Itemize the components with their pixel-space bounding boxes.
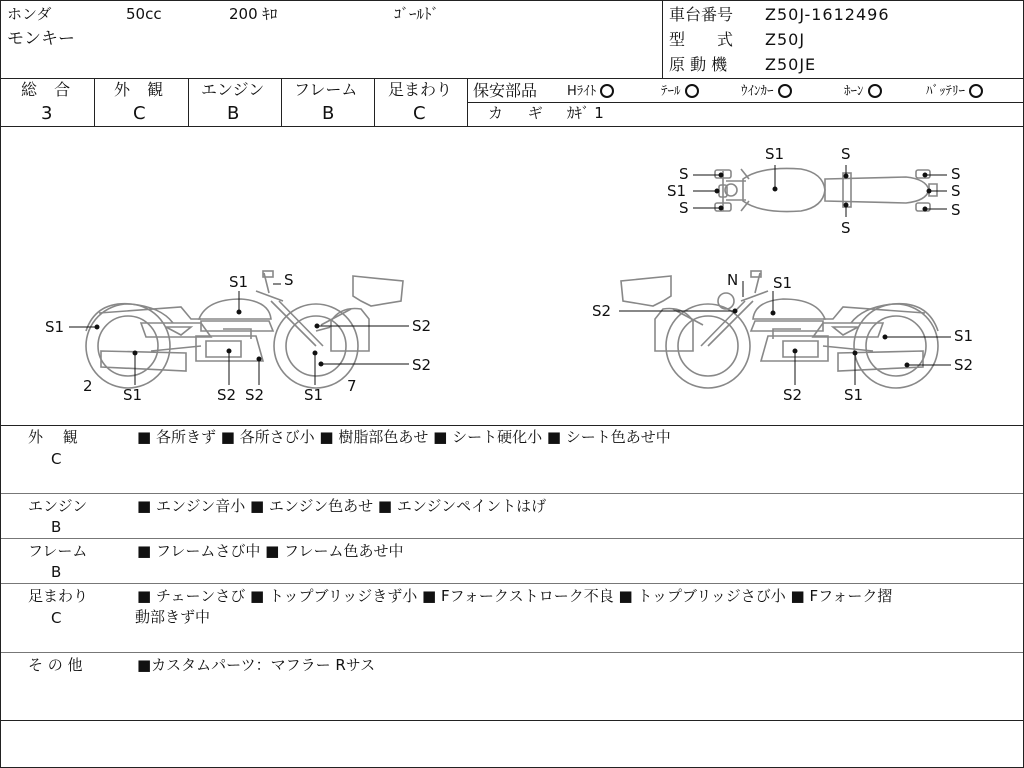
- note-suspension-grade: C: [51, 609, 62, 627]
- grade-total-label: 総 合: [21, 80, 77, 99]
- left-s2-fork: S2: [412, 356, 432, 374]
- grade-suspension-value: C: [413, 103, 426, 124]
- right-s1-rear: S1: [954, 327, 974, 345]
- safety-headlight: Hﾗｲﾄ: [567, 84, 614, 98]
- left-s1-front: S1: [45, 318, 65, 336]
- note-engine-text: ■ エンジン音小 ■ エンジン色あせ ■ エンジンペイントはげ: [137, 497, 547, 515]
- frame-no-label: 車台番号: [669, 5, 734, 24]
- safety-title: 保安部品: [473, 81, 538, 100]
- note-frame-grade: B: [51, 563, 62, 581]
- safety-horn: ﾎｰﾝ: [844, 84, 882, 98]
- left-n7: 7: [347, 377, 357, 395]
- displacement: 50cc: [126, 5, 162, 23]
- grade-engine-value: B: [227, 103, 240, 124]
- note-engine-label: エンジン: [28, 497, 88, 515]
- note-exterior-label: 外 観: [28, 428, 78, 446]
- grade-frame-value: B: [322, 103, 335, 124]
- top-s-r3: S: [951, 201, 961, 219]
- key-label: カ ギ: [488, 104, 553, 122]
- note-other-text: ■カスタムパーツ：マフラー Rサス: [137, 656, 376, 674]
- note-suspension-label: 足まわり: [28, 587, 89, 605]
- top-s-left-3: S: [679, 199, 689, 217]
- grade-suspension-label: 足まわり: [388, 80, 453, 99]
- note-frame-label: フレーム: [28, 542, 88, 560]
- note-exterior-grade: C: [51, 450, 62, 468]
- left-s2-engine-2: S2: [245, 386, 265, 404]
- top-s-r2: S: [951, 182, 961, 200]
- grade-frame-label: フレーム: [294, 80, 358, 99]
- right-s2-rear: S2: [954, 356, 974, 374]
- maker: ホンダ: [7, 5, 52, 23]
- key-value: ｶｷﾞ 1: [567, 104, 604, 122]
- note-frame-text: ■ フレームさび中 ■ フレーム色あせ中: [137, 542, 404, 560]
- left-s2-box: S2: [412, 317, 432, 335]
- note-suspension-text-2: 動部きず中: [135, 608, 211, 626]
- top-s-r1: S: [951, 165, 961, 183]
- left-s2-engine: S2: [217, 386, 237, 404]
- top-s1-left: S1: [667, 182, 687, 200]
- frame-no: Z50J-1612496: [765, 5, 890, 24]
- mileage: 200 ｷﾛ: [229, 5, 278, 23]
- top-s-upper: S: [841, 145, 851, 163]
- left-n2: 2: [83, 377, 93, 395]
- safety-winker: ｳｲﾝｶｰ: [741, 84, 792, 98]
- note-suspension-text: ■ チェーンさび ■ トップブリッジきず小 ■ Fフォークストローク不良 ■ トップブリッジさび小 ■ Fフォーク摺: [137, 587, 893, 605]
- top-s-lower: S: [841, 219, 851, 237]
- safety-taillight: ﾃｰﾙ: [661, 84, 699, 98]
- grade-total-value: 3: [41, 103, 53, 124]
- left-s1-pipe: S1: [123, 386, 143, 404]
- left-s-bar: S: [284, 271, 294, 289]
- right-s2-box: S2: [592, 302, 612, 320]
- grade-exterior-label: 外 観: [114, 80, 170, 99]
- note-exterior-text: ■ 各所きず ■ 各所さび小 ■ 樹脂部色あせ ■ シート硬化小 ■ シート色あせ中: [137, 428, 671, 446]
- type-value: Z50J: [765, 30, 806, 49]
- safety-battery: ﾊﾞｯﾃﾘｰ: [926, 84, 983, 98]
- left-s1-frame: S1: [304, 386, 324, 404]
- model-name: モンキー: [7, 29, 75, 49]
- engine-label: 原 動 機: [669, 55, 728, 74]
- left-s1-tank: S1: [229, 273, 249, 291]
- right-s2-engine: S2: [783, 386, 803, 404]
- note-other-label: そ の 他: [28, 656, 83, 674]
- right-n-bar: N: [727, 271, 739, 289]
- grade-engine-label: エンジン: [201, 80, 265, 99]
- engine-value: Z50JE: [765, 55, 817, 74]
- top-s1-seat: S1: [765, 145, 785, 163]
- note-engine-grade: B: [51, 518, 62, 536]
- grade-exterior-value: C: [133, 103, 146, 124]
- top-view-motorcycle: [715, 168, 937, 211]
- right-s1-tank: S1: [773, 274, 793, 292]
- type-label: 型 式: [669, 30, 734, 49]
- top-s-left-1: S: [679, 165, 689, 183]
- motorcycle-diagram: [1, 1, 1023, 426]
- color: ｺﾞｰﾙﾄﾞ: [394, 5, 440, 23]
- right-s1-frame: S1: [844, 386, 864, 404]
